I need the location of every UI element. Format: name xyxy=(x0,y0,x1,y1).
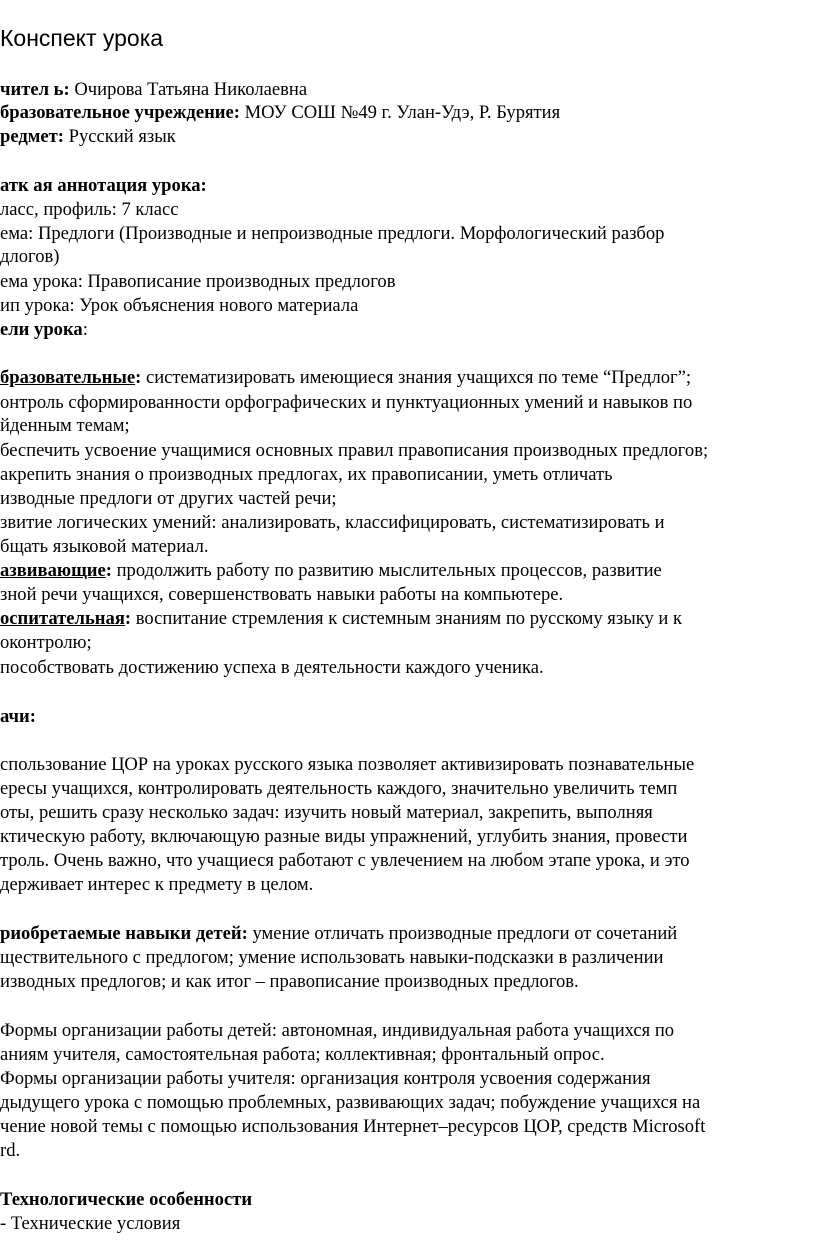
subject-label: редмет: xyxy=(0,126,64,147)
skills-text: умение отличать производные предлоги от сочетаний xyxy=(247,923,678,944)
annotation-line: длогов) xyxy=(0,246,60,267)
upbringing-colon: : xyxy=(124,608,132,629)
skills-line xyxy=(0,922,677,946)
tech-heading: Технологические особенности xyxy=(0,1189,253,1210)
developing-text: продолжить работу по развитию мыслительных процессов, развитие xyxy=(111,560,662,581)
page-title: Конспект урока xyxy=(0,25,164,51)
forms-line: аниям учителя, самостоятельная работа; коллективная; фронтальный опрос. xyxy=(0,1044,605,1065)
educational-line: онтроль сформированности орфографических и пунктуационных умений и навыков по xyxy=(0,392,693,413)
educational-goal-line xyxy=(0,366,691,390)
upbringing-line: пособствовать достижению успеха в деятельности каждого ученика. xyxy=(0,657,544,678)
educational-line: звитие логических умений: анализировать, классифицировать, систематизировать и xyxy=(0,512,665,533)
educational-text: систематизировать имеющиеся знания учащихся по теме “Предлог”; xyxy=(141,367,692,388)
school-line xyxy=(0,101,560,125)
educational-line: йденным темам; xyxy=(0,415,130,436)
annotation-line: ип урока: Урок объяснения нового материала xyxy=(0,295,359,316)
forms-line: дыдущего урока с помощью проблемных, развивающих задач; побуждение учащихся на xyxy=(0,1092,701,1113)
tasks-line: ктическую работу, включающую разные виды упражнений, углубить знания, провести xyxy=(0,826,688,847)
skills-line: изводных предлогов; и как итог – правописание производных предлогов. xyxy=(0,971,579,992)
educational-line: беспечить усвоение учащимися основных правил правописания производных предлогов; xyxy=(0,440,709,461)
tasks-line: ересы учащихся, контролировать деятельность каждого, значительно увеличить темп xyxy=(0,778,678,799)
goals-suffix: : xyxy=(82,319,88,340)
educational-line: акрепить знания о производных предлогах, их правописании, уметь отличать xyxy=(0,464,613,485)
tasks-line: спользование ЦОР на уроках русского языка позволяет активизировать познавательные xyxy=(0,754,695,775)
upbringing-text: воспитание стремления к системным знаниям по русскому языку и к xyxy=(131,608,683,629)
tasks-line: держивает интерес к предмету в целом. xyxy=(0,874,314,895)
developing-label: азвивающие xyxy=(0,560,106,581)
teacher-label: чител ь: xyxy=(0,79,70,100)
developing-colon: : xyxy=(105,560,112,581)
subject-line xyxy=(0,125,176,149)
educational-label: бразовательные xyxy=(0,367,136,388)
forms-line: rd. xyxy=(0,1140,21,1161)
goals-heading xyxy=(0,318,88,342)
annotation-line: ласс, профиль: 7 класс xyxy=(0,199,179,220)
developing-line: зной речи учащихся, совершенствовать навыки работы на компьютере. xyxy=(0,584,564,605)
school-label: бразовательное учреждение: xyxy=(0,102,240,123)
teacher-line xyxy=(0,78,307,102)
annotation-line: ема: Предлоги (Производные и непроизводные предлоги. Морфологический разбор xyxy=(0,223,665,244)
tasks-line: троль. Очень важно, что учащиеся работают с увлечением на любом этапе урока, и это xyxy=(0,850,690,871)
forms-line: чение новой темы с помощью использования Интернет–ресурсов ЦОР, средств Microsoft xyxy=(0,1116,706,1137)
upbringing-label: оспитательная xyxy=(0,608,125,629)
school-value: МОУ СОШ №49 г. Улан-Удэ, Р. Бурятия xyxy=(244,102,561,123)
annotation-heading: атк ая аннотация урока: xyxy=(0,175,207,196)
teacher-value: Очирова Татьяна Николаевна xyxy=(74,79,308,100)
subject-value: Русский язык xyxy=(68,126,176,147)
educational-line: бщать языковой материал. xyxy=(0,536,209,557)
forms-line: Формы организации работы учителя: организация контроля усвоения содержания xyxy=(0,1068,651,1089)
tasks-heading: ачи: xyxy=(0,706,36,727)
educational-colon: : xyxy=(135,367,142,388)
skills-label: риобретаемые навыки детей: xyxy=(0,923,248,944)
annotation-line: ема урока: Правописание производных предлогов xyxy=(0,271,396,292)
developing-goal-line xyxy=(0,559,662,583)
educational-line: изводные предлоги от других частей речи; xyxy=(0,488,337,509)
skills-line: ществительного с предлогом; умение использовать навыки-подсказки в различении xyxy=(0,947,664,968)
goals-label: ели урока xyxy=(0,319,83,340)
upbringing-line: оконтролю; xyxy=(0,632,92,653)
upbringing-goal-line xyxy=(0,607,682,631)
forms-line: Формы организации работы детей: автономная, индивидуальная работа учащихся по xyxy=(0,1020,675,1041)
tasks-line: оты, решить сразу несколько задач: изучить новый материал, закрепить, выполняя xyxy=(0,802,653,823)
tech-subheading: - Технические условия xyxy=(0,1213,181,1234)
